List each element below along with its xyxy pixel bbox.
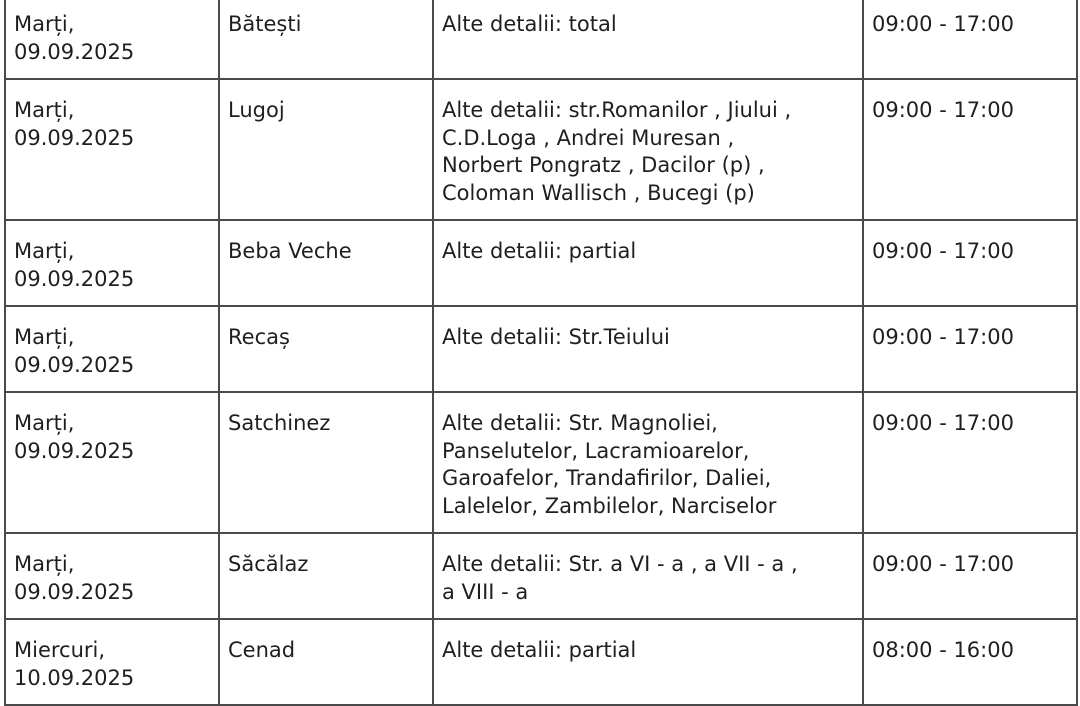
details-cell	[433, 619, 863, 705]
time-cell	[863, 0, 1077, 79]
date-text: Marți, 09.09.2025	[14, 552, 135, 604]
details-text: Alte detalii: total	[442, 12, 617, 36]
location-cell	[219, 306, 433, 392]
time-text: 09:00 - 17:00	[872, 552, 1014, 576]
location-cell	[219, 533, 433, 619]
details-cell	[433, 533, 863, 619]
date-cell	[5, 392, 219, 533]
details-text: Alte detalii: Str. Magnoliei, Panselutelor, Lacramioarelor, Garoafelor, Trandafirilor, Daliei, Lalelelor, Zambilelor, Narciselor	[442, 411, 777, 518]
details-text: Alte detalii: str.Romanilor , Jiului , C.D.Loga , Andrei Muresan , Norbert Pongratz , Dacilor (p) , Coloman Wallisch , Bucegi (p)	[442, 98, 792, 205]
time-text: 09:00 - 17:00	[872, 98, 1014, 122]
date-cell	[5, 0, 219, 79]
location-cell	[219, 220, 433, 306]
time-text: 09:00 - 17:00	[872, 325, 1014, 349]
table-row	[5, 79, 1077, 220]
location-text: Cenad	[228, 638, 296, 662]
location-text: Săcălaz	[228, 552, 309, 576]
time-cell	[863, 79, 1077, 220]
details-cell	[433, 392, 863, 533]
date-text: Marți, 09.09.2025	[14, 325, 135, 377]
location-text: Satchinez	[228, 411, 331, 435]
location-cell	[219, 79, 433, 220]
location-text: Recaș	[228, 325, 290, 349]
date-cell	[5, 79, 219, 220]
location-cell	[219, 392, 433, 533]
time-cell	[863, 533, 1077, 619]
location-text: Beba Veche	[228, 239, 352, 263]
date-cell	[5, 220, 219, 306]
time-text: 09:00 - 17:00	[872, 239, 1014, 263]
details-cell	[433, 79, 863, 220]
details-text: Alte detalii: partial	[442, 638, 637, 662]
date-text: Marți, 09.09.2025	[14, 239, 135, 291]
location-cell	[219, 619, 433, 705]
time-cell	[863, 392, 1077, 533]
location-text: Bătești	[228, 12, 302, 36]
table-row	[5, 533, 1077, 619]
date-text: Marți, 09.09.2025	[14, 411, 135, 463]
details-cell	[433, 220, 863, 306]
table-row	[5, 0, 1077, 79]
time-text: 09:00 - 17:00	[872, 411, 1014, 435]
date-cell	[5, 306, 219, 392]
location-cell	[219, 0, 433, 79]
date-text: Marți, 09.09.2025	[14, 98, 135, 150]
details-cell	[433, 0, 863, 79]
table-row	[5, 306, 1077, 392]
table-row	[5, 220, 1077, 306]
date-text: Miercuri, 10.09.2025	[14, 638, 135, 690]
details-text: Alte detalii: Str. a VI - a , a VII - a , a VIII - a	[442, 552, 798, 604]
table-row	[5, 392, 1077, 533]
time-cell	[863, 619, 1077, 705]
details-cell	[433, 306, 863, 392]
schedule-table-body	[5, 0, 1077, 705]
table-row	[5, 619, 1077, 705]
date-cell	[5, 619, 219, 705]
outage-schedule-table	[4, 0, 1078, 706]
date-text: Marți, 09.09.2025	[14, 12, 135, 64]
date-cell	[5, 533, 219, 619]
time-cell	[863, 220, 1077, 306]
time-text: 09:00 - 17:00	[872, 12, 1014, 36]
time-cell	[863, 306, 1077, 392]
time-text: 08:00 - 16:00	[872, 638, 1014, 662]
location-text: Lugoj	[228, 98, 285, 122]
details-text: Alte detalii: partial	[442, 239, 637, 263]
details-text: Alte detalii: Str.Teiului	[442, 325, 670, 349]
